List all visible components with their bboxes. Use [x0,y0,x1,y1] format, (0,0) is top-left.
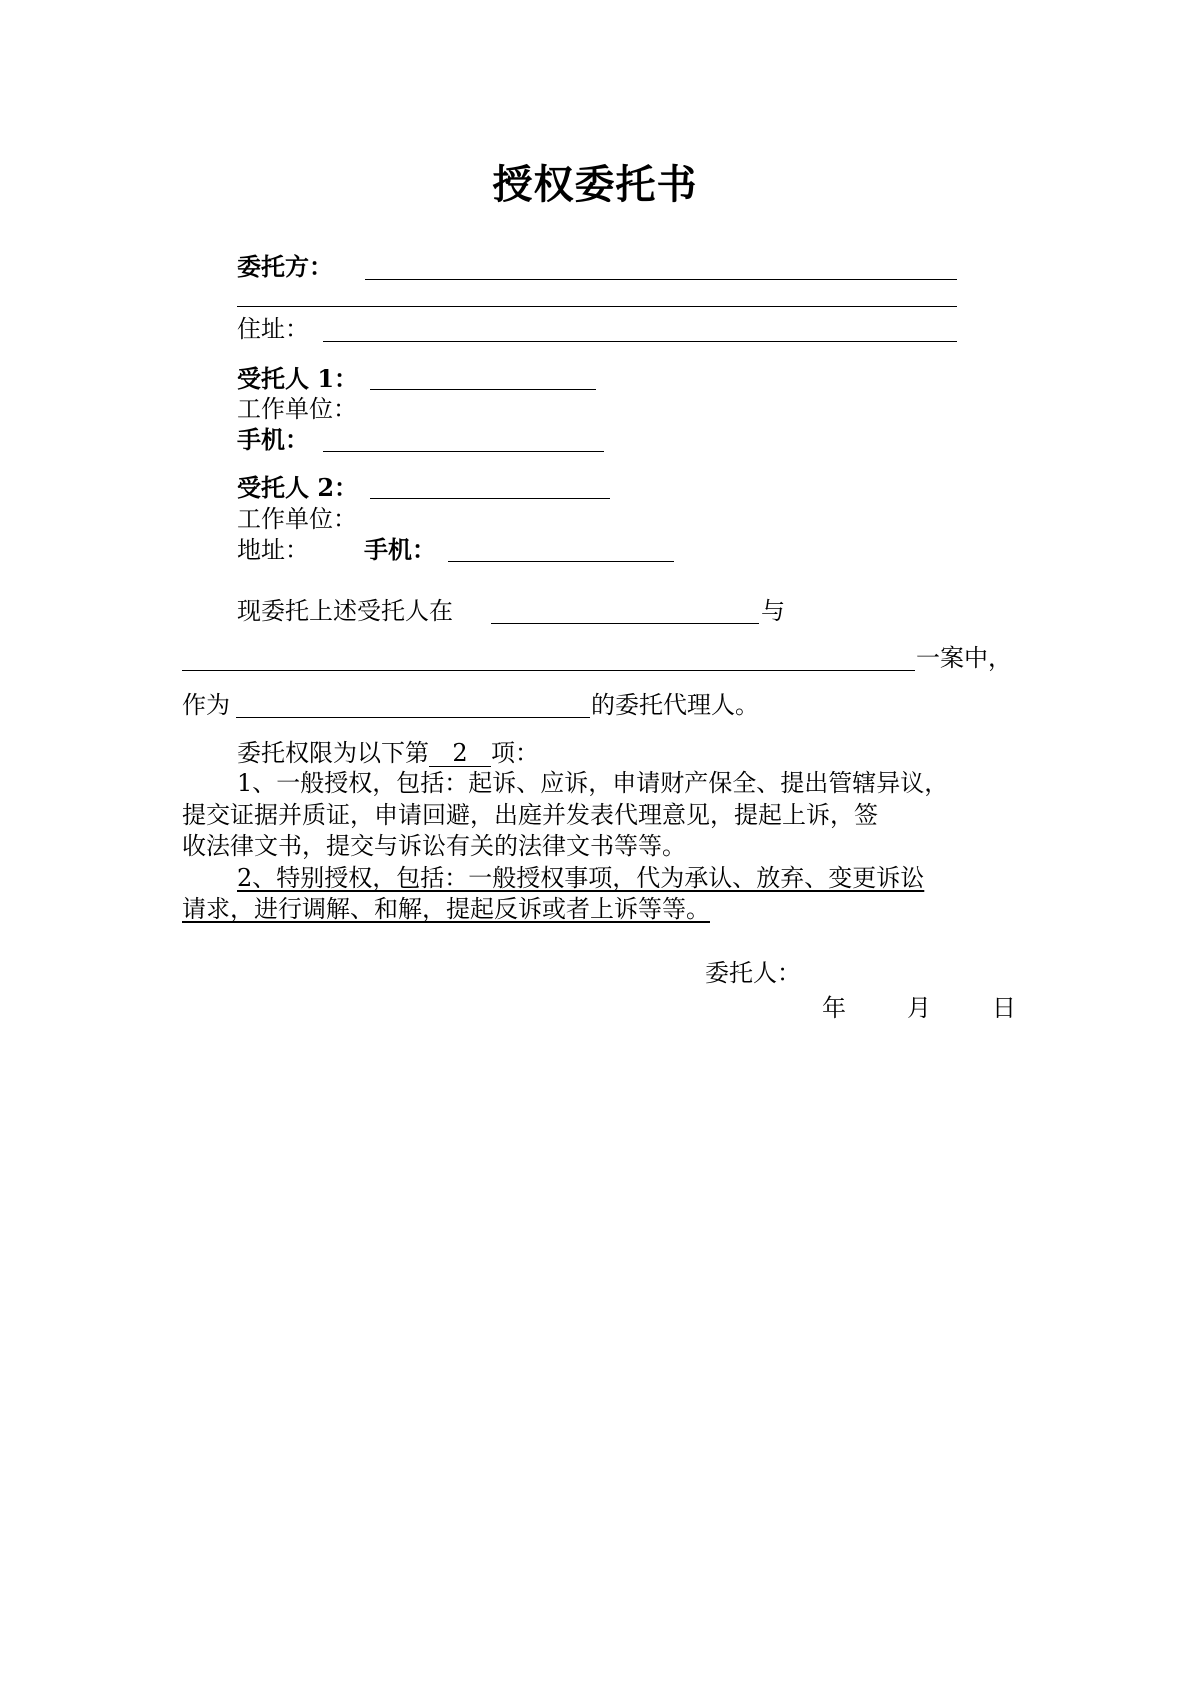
signer-label: 委托人： [705,959,801,987]
address-label: 住址： [237,315,309,343]
agent1-label: 受托人 1： [237,364,359,393]
date-year: 年 [822,994,846,1022]
agent2-label: 受托人 2： [237,473,359,502]
party-role-blank[interactable] [236,717,590,718]
principal-label: 委托方： [237,252,333,281]
date-month: 月 [907,994,931,1022]
agent2-address-label: 地址： [237,536,309,564]
agent1-work-unit-label: 工作单位： [237,395,357,423]
agent1-name-blank[interactable] [370,389,596,390]
item1-line1: 1、一般授权，包括：起诉、应诉，申请财产保全、提出管辖异议， [237,769,949,797]
agent2-name-blank[interactable] [370,498,610,499]
scope-prefix: 委托权限为以下第 [237,739,429,767]
agent2-work-unit-label: 工作单位： [237,505,357,533]
entrust-text-4: 作为 [182,691,230,719]
item2-line2: 请求，进行调解、和解，提起反诉或者上诉等等。 [182,895,710,923]
court-blank[interactable] [491,623,759,624]
entrust-text-3: 一案中， [916,644,1012,672]
scope-line [237,738,539,768]
agent2-phone-label: 手机： [364,535,436,564]
agent1-phone-blank[interactable] [323,451,604,452]
scope-value[interactable]: 2 [429,740,491,767]
address-blank[interactable] [323,341,957,342]
item2-line1: 2、特别授权，包括：一般授权事项，代为承认、放弃、变更诉讼 [237,864,925,892]
entrust-text-1: 现委托上述受托人在 [237,597,453,625]
agent2-phone-blank[interactable] [448,561,674,562]
agent1-phone-label: 手机： [237,425,309,454]
principal-name-blank-2[interactable] [237,306,957,307]
document-title: 授权委托书 [492,162,698,208]
date-day: 日 [992,994,1016,1022]
item1-line3: 收法律文书，提交与诉讼有关的法律文书等等。 [182,832,686,860]
opposing-party-blank[interactable] [182,670,915,671]
item1-line2: 提交证据并质证，申请回避，出庭并发表代理意见，提起上诉，签 [182,801,878,829]
entrust-text-2: 与 [761,597,785,625]
principal-name-blank[interactable] [365,279,957,280]
entrust-text-5: 的委托代理人。 [591,691,759,719]
scope-suffix: 项： [491,739,539,767]
